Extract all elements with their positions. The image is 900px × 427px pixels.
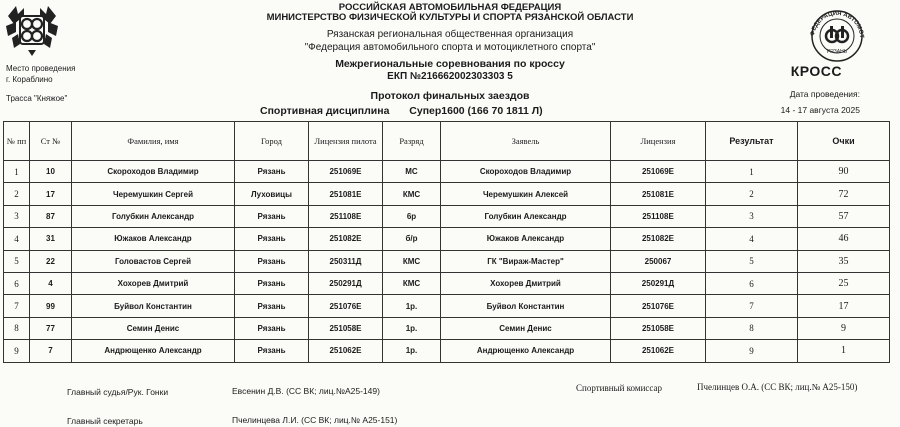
- cell-applicant: Голубкин Александр: [441, 205, 611, 227]
- svg-text:ФЕДЕРАЦИЯ АВТОМОТОСПОРТА: [806, 4, 864, 39]
- cell-name: Андрющенко Александр: [72, 340, 235, 362]
- cell-start: 10: [30, 161, 72, 183]
- cell-num: 7: [4, 295, 30, 317]
- cell-app-license: 251081E: [611, 183, 706, 205]
- cell-points: 35: [798, 250, 890, 272]
- cell-name: Южаков Александр: [72, 228, 235, 250]
- cell-points: 90: [798, 161, 890, 183]
- venue-value: г. Кораблино: [6, 75, 53, 84]
- cell-num: 9: [4, 340, 30, 362]
- results-table: [3, 121, 890, 363]
- table-row: [4, 205, 890, 227]
- commissioner-value: Пчелинцев О.А. (СС ВК; лиц.№ А25-150): [697, 382, 858, 392]
- header-license: Лицензия пилота: [309, 122, 383, 161]
- cell-applicant: Буйвол Константин: [441, 295, 611, 317]
- header-applicant: Заявель: [441, 122, 611, 161]
- cell-num: 5: [4, 250, 30, 272]
- table-row: [4, 317, 890, 339]
- competition-title: Межрегиональные соревнования по кроссу: [335, 58, 565, 70]
- cell-applicant: Хохорев Дмитрий: [441, 272, 611, 294]
- cell-rank: МС: [383, 161, 441, 183]
- cell-city: Рязань: [235, 317, 309, 339]
- header-start: Ст №: [30, 122, 72, 161]
- cell-license: 251081E: [309, 183, 383, 205]
- cell-license: 251076E: [309, 295, 383, 317]
- cell-result: 6: [706, 272, 798, 294]
- cell-applicant: Андрющенко Александр: [441, 340, 611, 362]
- cell-name: Семин Денис: [72, 317, 235, 339]
- cell-license: 251058E: [309, 317, 383, 339]
- cell-result: 9: [706, 340, 798, 362]
- cell-start: 87: [30, 205, 72, 227]
- header-city: Город: [235, 122, 309, 161]
- discipline-value: Супер1600 (166 70 1811 Л): [409, 105, 543, 117]
- cell-app-license: 251082E: [611, 228, 706, 250]
- cell-app-license: 250291Д: [611, 272, 706, 294]
- cell-start: 99: [30, 295, 72, 317]
- cell-app-license: 251058E: [611, 317, 706, 339]
- table-row: [4, 250, 890, 272]
- header-app-license: Лицензия: [611, 122, 706, 161]
- cell-license: 251062E: [309, 340, 383, 362]
- seal-city-text: РЯЗАНЬ: [826, 49, 848, 55]
- chief-judge-value: Евсенин Д.В. (СС ВК; лиц.№А25-149): [232, 386, 380, 396]
- track-name: Трасса "Княжое": [6, 94, 68, 103]
- cell-result: 3: [706, 205, 798, 227]
- cell-city: Рязань: [235, 272, 309, 294]
- cell-applicant: ГК "Вираж-Мастер": [441, 250, 611, 272]
- cell-license: 251108E: [309, 205, 383, 227]
- seal-arc-text: ФЕДЕРАЦИЯ АВТОМОТ: [810, 10, 865, 39]
- cell-start: 77: [30, 317, 72, 339]
- table-row: [4, 340, 890, 362]
- cell-points: 9: [798, 317, 890, 339]
- eagle-emblem-icon: [4, 2, 60, 58]
- cell-applicant: Скороходов Владимир: [441, 161, 611, 183]
- secretary-label: Главный секретарь: [67, 416, 143, 426]
- cell-rank: 1р.: [383, 295, 441, 317]
- cell-points: 25: [798, 272, 890, 294]
- cell-points: 17: [798, 295, 890, 317]
- ekp-number: ЕКП №216662002303303 5: [387, 71, 513, 82]
- table-row: [4, 272, 890, 294]
- cell-result: 4: [706, 228, 798, 250]
- header-rank: Разряд: [383, 122, 441, 161]
- cell-num: 3: [4, 205, 30, 227]
- cell-result: 8: [706, 317, 798, 339]
- cell-result: 7: [706, 295, 798, 317]
- chief-judge-label: Главный судья/Рук. Гонки: [67, 387, 169, 397]
- cell-result: 2: [706, 183, 798, 205]
- cell-app-license: 251062E: [611, 340, 706, 362]
- cell-app-license: 250067: [611, 250, 706, 272]
- cell-points: 57: [798, 205, 890, 227]
- regional-org-line-2: "Федерация автомобильного спорта и мотоциклетного спорта": [304, 42, 596, 53]
- cell-city: Луховицы: [235, 183, 309, 205]
- cell-start: 31: [30, 228, 72, 250]
- secretary-value: Пчелинцева Л.И. (СС ВК; лиц.№ А25-151): [232, 415, 398, 425]
- cell-start: 17: [30, 183, 72, 205]
- cell-applicant: Черемушкин Алексей: [441, 183, 611, 205]
- cell-num: 2: [4, 183, 30, 205]
- cell-city: Рязань: [235, 205, 309, 227]
- table-row: [4, 161, 890, 183]
- cell-num: 8: [4, 317, 30, 339]
- cell-license: 251082E: [309, 228, 383, 250]
- cell-app-license: 251069E: [611, 161, 706, 183]
- cell-name: Хохорев Дмитрий: [72, 272, 235, 294]
- cell-rank: 6р: [383, 205, 441, 227]
- cell-rank: КМС: [383, 183, 441, 205]
- cell-start: 7: [30, 340, 72, 362]
- table-header-row: [4, 122, 890, 161]
- federation-seal-icon: [806, 4, 868, 62]
- cell-name: Черемушкин Сергей: [72, 183, 235, 205]
- cell-rank: б/р: [383, 228, 441, 250]
- discipline-line: [260, 105, 543, 117]
- cell-applicant: Южаков Александр: [441, 228, 611, 250]
- cell-result: 1: [706, 161, 798, 183]
- org-line-2: МИНИСТЕРСТВО ФИЗИЧЕСКОЙ КУЛЬТУРЫ И СПОРТА РЯЗАНСКОЙ ОБЛАСТИ: [266, 12, 634, 23]
- date-value: 14 - 17 августа 2025: [780, 105, 860, 115]
- header-result: Результат: [706, 122, 798, 161]
- cell-name: Голубкин Александр: [72, 205, 235, 227]
- cell-city: Рязань: [235, 228, 309, 250]
- venue-label: Место проведения: [6, 64, 76, 73]
- cell-start: 4: [30, 272, 72, 294]
- cell-rank: КМС: [383, 250, 441, 272]
- cell-city: Рязань: [235, 295, 309, 317]
- cell-points: 72: [798, 183, 890, 205]
- cell-city: Рязань: [235, 161, 309, 183]
- cell-rank: 1р.: [383, 340, 441, 362]
- protocol-title: Протокол финальных заездов: [370, 90, 530, 102]
- cell-name: Скороходов Владимир: [72, 161, 235, 183]
- table-row: [4, 183, 890, 205]
- cell-app-license: 251076E: [611, 295, 706, 317]
- cell-name: Буйвол Константин: [72, 295, 235, 317]
- cell-license: 250291Д: [309, 272, 383, 294]
- header-points: Очки: [798, 122, 890, 161]
- cell-app-license: 251108E: [611, 205, 706, 227]
- cell-points: 46: [798, 228, 890, 250]
- cell-name: Головастов Сергей: [72, 250, 235, 272]
- cell-num: 4: [4, 228, 30, 250]
- header-name: Фамилия, имя: [72, 122, 235, 161]
- header-num: № пп: [4, 122, 30, 161]
- cell-num: 1: [4, 161, 30, 183]
- org-line-1: РОССИЙСКАЯ АВТОМОБИЛЬНАЯ ФЕДЕРАЦИЯ: [338, 2, 562, 13]
- event-kind: КРОСС: [790, 63, 842, 79]
- cell-result: 5: [706, 250, 798, 272]
- commissioner-label: Спортивный комиссар: [576, 383, 662, 393]
- cell-num: 6: [4, 272, 30, 294]
- cell-points: 1: [798, 340, 890, 362]
- cell-city: Рязань: [235, 340, 309, 362]
- regional-org-line-1: Рязанская региональная общественная организация: [326, 29, 574, 40]
- cell-license: 250311Д: [309, 250, 383, 272]
- cell-license: 251069E: [309, 161, 383, 183]
- table-row: [4, 295, 890, 317]
- cell-city: Рязань: [235, 250, 309, 272]
- cell-rank: 1р.: [383, 317, 441, 339]
- discipline-label: Спортивная дисциплина: [260, 105, 390, 117]
- cell-applicant: Семин Денис: [441, 317, 611, 339]
- cell-start: 22: [30, 250, 72, 272]
- table-row: [4, 228, 890, 250]
- date-label: Дата проведения:: [789, 89, 860, 99]
- cell-rank: КМС: [383, 272, 441, 294]
